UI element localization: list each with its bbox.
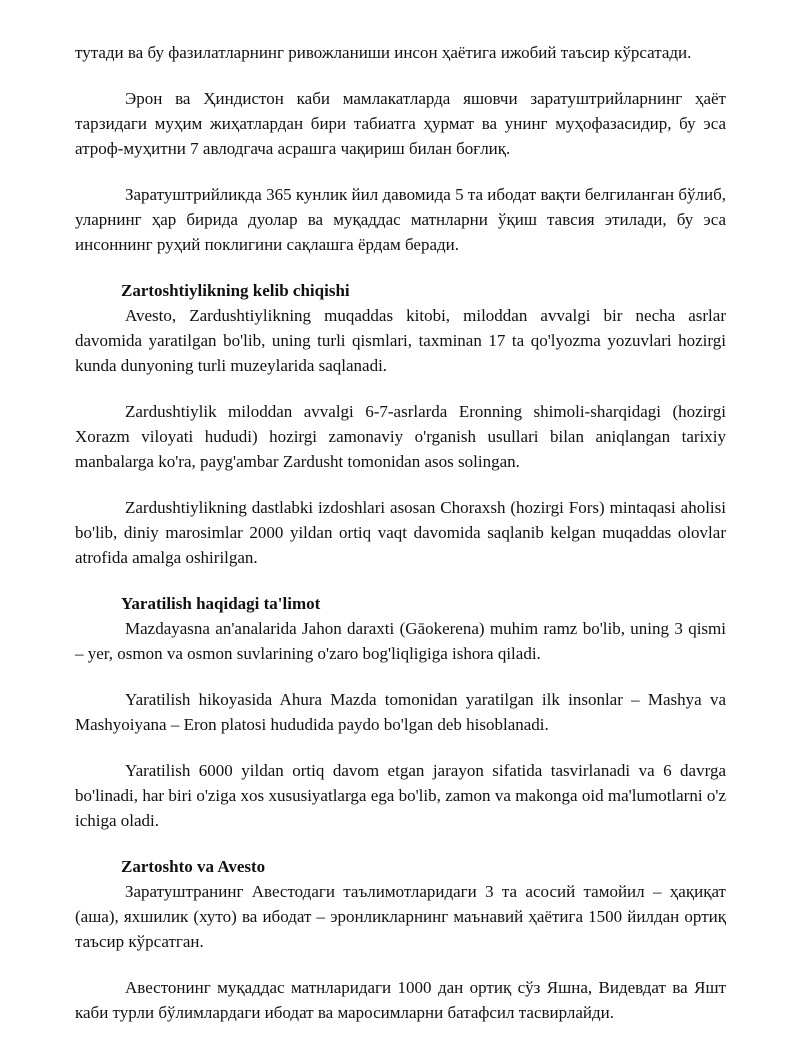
section-heading-avesto: Zartoshto va Avesto xyxy=(121,857,266,876)
section3-paragraph-1: Заратуштранинг Авестодаги таълимотларидаги 3 та асосий тамойил – ҳақиқат (аша), яхшилик (хуто) ва ибодат – эронликларнинг маънавий ҳаётига 1500 йилдан ортиқ таъсир кўрсатган. xyxy=(75,882,726,951)
intro-paragraph-3: Заратуштрийликда 365 кунлик йил давомида 5 та ибодат вақти белгиланган бўлиб, уларнинг ҳар бирида дуолар ва муқаддас матнларни ўқиш тавсия этилади, бу эса инсоннинг руҳий поклигини сақлашга ёрдам беради. xyxy=(75,185,726,254)
section-heading-creation: Yaratilish haqidagi ta'limot xyxy=(121,594,321,613)
section2-paragraph-2: Yaratilish hikoyasida Ahura Mazda tomonidan yaratilgan ilk insonlar – Mashya va Mashyoiyana – Eron platosi hududida paydo bo'lgan deb hisoblanadi. xyxy=(75,690,726,734)
intro-paragraph-2: Эрон ва Ҳиндистон каби мамлакатларда яшовчи заратуштрийларнинг ҳаёт тарзидаги муҳим жиҳатлардан бири табиатга ҳурмат ва унинг муҳофазасидир, бу эса атроф-муҳитни 7 авлодгача асрашга чақириш билан боғлиқ. xyxy=(75,89,726,158)
section1-paragraph-2: Zardushtiylik miloddan avvalgi 6-7-asrlarda Eronning shimoli-sharqidagi (hozirgi Xorazm viloyati hududi) hozirgi zamonaviy o'rganish usullari bilan aniqlangan tarixiy manbalarga ko'ra, payg'ambar Zardusht tomonidan asos solingan. xyxy=(75,402,726,471)
section2-paragraph-1: Mazdayasna an'analarida Jahon daraxti (Gāokerena) muhim ramz bo'lib, uning 3 qismi – yer, osmon va osmon suvlarining o'zaro bog'liqligiga ishora qiladi. xyxy=(75,619,726,663)
section1-paragraph-1: Avesto, Zardushtiylikning muqaddas kitobi, miloddan avvalgi bir necha asrlar davomida yaratilgan bo'lib, uning turli qismlari, taxminan 17 ta qo'lyozma yozuvlari hozirgi kunda dunyoning turli muzeylarida saqlanadi. xyxy=(75,306,726,375)
section1-paragraph-3: Zardushtiylikning dastlabki izdoshlari asosan Choraxsh (hozirgi Fors) mintaqasi aholisi bo'lib, diniy marosimlar 2000 yildan ortiq vaqt davomida saqlanib kelgan muqaddas olovlar atrofida amalga oshirilgan. xyxy=(75,498,726,567)
section-heading-origin: Zartoshtiylikning kelib chiqishi xyxy=(121,281,350,300)
document-page xyxy=(75,40,726,1046)
section3-paragraph-2: Авестонинг муқаддас матнларидаги 1000 дан ортиқ сўз Яшна, Видевдат ва Яшт каби турли бўлимлардаги ибодат ва маросимларни батафсил тасвирлайди. xyxy=(75,978,726,1022)
section2-paragraph-3: Yaratilish 6000 yildan ortiq davom etgan jarayon sifatida tasvirlanadi va 6 davrga bo'linadi, har biri o'ziga xos xususiyatlarga ega bo'lib, zamon va makonga oid ma'lumotlarni o'z ichiga oladi. xyxy=(75,761,726,830)
intro-paragraph-1: тутади ва бу фазилатларнинг ривожланиши инсон ҳаётига ижобий таъсир кўрсатади. xyxy=(75,43,692,62)
